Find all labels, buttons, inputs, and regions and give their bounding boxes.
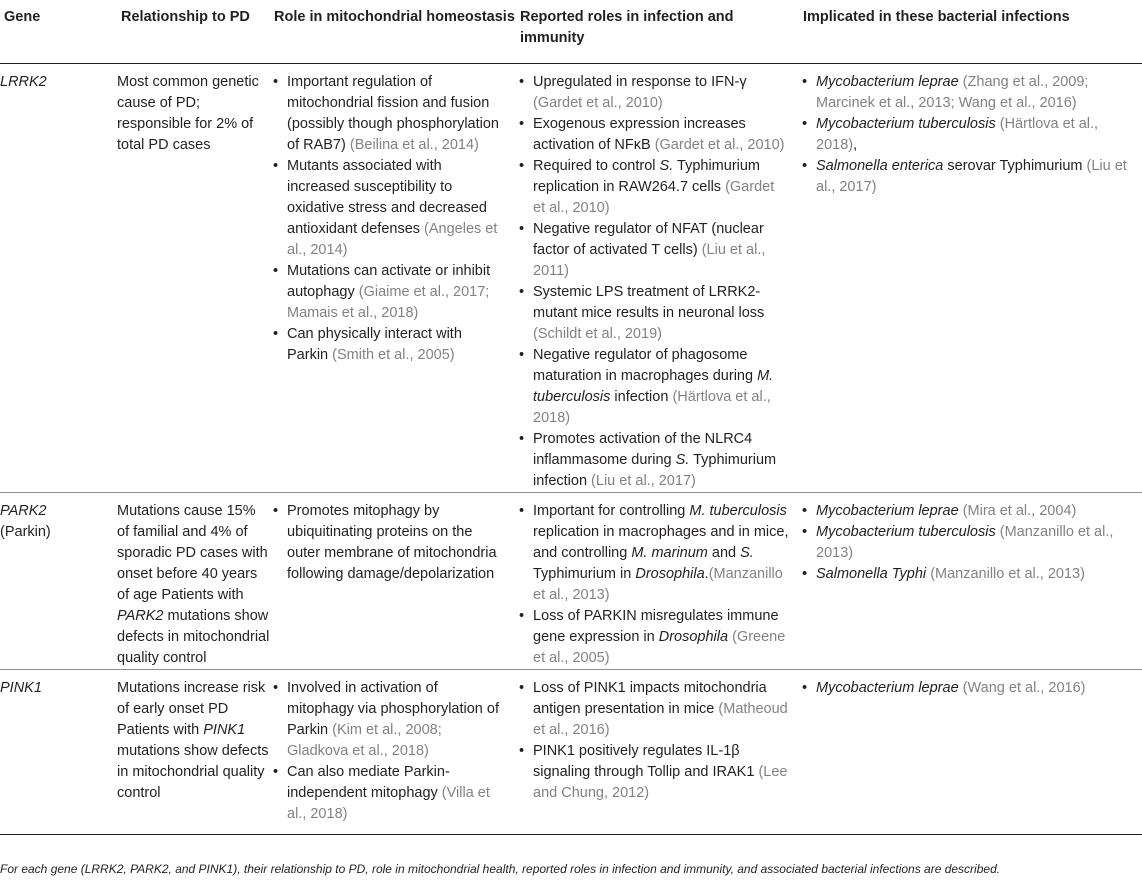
header-infection: Reported roles in infection and immunity <box>516 7 799 64</box>
list-item: • Mycobacterium leprae (Zhang et al., 2009; Marcinek et al., 2013; Wang et al., 2016) <box>799 72 1142 114</box>
table-row <box>0 64 1142 493</box>
list-item: • Negative regulator of phagosome maturation in macrophages during M. tuberculosis infection (Härtlova et al., 2018) <box>516 345 799 429</box>
list-item: • Loss of PARKIN misregulates immune gene expression in Drosophila (Greene et al., 2005) <box>516 606 799 669</box>
list-item: • Mycobacterium tuberculosis (Härtlova et al., 2018), <box>799 114 1142 156</box>
bacteria-cell <box>799 493 1142 670</box>
list-item: • Loss of PINK1 impacts mitochondria antigen presentation in mice (Matheoud et al., 2016) <box>516 678 799 741</box>
bacteria-cell <box>799 64 1142 493</box>
bacteria-cell <box>799 670 1142 835</box>
gene-cell: PARK2 (Parkin) <box>0 493 117 670</box>
list-item: • PINK1 positively regulates IL-1β signaling through Tollip and IRAK1 (Lee and Chung, 2012) <box>516 741 799 804</box>
list-item: • Mutations can activate or inhibit autophagy (Giaime et al., 2017; Mamais et al., 2018) <box>270 261 516 324</box>
role-cell <box>270 64 516 493</box>
infection-cell <box>516 670 799 835</box>
list-item: • Salmonella enterica serovar Typhimurium (Liu et al., 2017) <box>799 156 1142 198</box>
gene-cell: LRRK2 <box>0 64 117 493</box>
list-item: • Can physically interact with Parkin (Smith et al., 2005) <box>270 324 516 366</box>
list-item: • Upregulated in response to IFN-γ (Gardet et al., 2010) <box>516 72 799 114</box>
list-item: • Important regulation of mitochondrial fission and fusion (possibly though phosphorylation of RAB7) (Beilina et al., 2014) <box>270 72 516 156</box>
list-item: • Mutants associated with increased susceptibility to oxidative stress and decreased antioxidant defenses (Angeles et al., 2014) <box>270 156 516 261</box>
gene-cell: PINK1 <box>0 670 117 835</box>
relationship-cell: Mutations cause 15% of familial and 4% of sporadic PD cases with onset before 40 years of age Patients with PARK2 mutations show defects in mitochondrial quality control <box>117 493 270 670</box>
list-item: • Required to control S. Typhimurium replication in RAW264.7 cells (Gardet et al., 2010) <box>516 156 799 219</box>
list-item: • Mycobacterium tuberculosis (Manzanillo et al., 2013) <box>799 522 1142 564</box>
list-item: • Mycobacterium leprae (Wang et al., 2016) <box>799 678 1142 699</box>
table-row <box>0 493 1142 670</box>
list-item: • Involved in activation of mitophagy via phosphorylation of Parkin (Kim et al., 2008; Gladkova et al., 2018) <box>270 678 516 762</box>
header-bacteria: Implicated in these bacterial infections <box>799 7 1142 64</box>
list-item: • Important for controlling M. tuberculosis replication in macrophages and in mice, and controlling M. marinum and S. Typhimurium in Drosophila.(Manzanillo et al., 2013) <box>516 501 799 606</box>
header-gene: Gene <box>0 7 117 64</box>
role-cell <box>270 670 516 835</box>
list-item: • Can also mediate Parkin-independent mitophagy (Villa et al., 2018) <box>270 762 516 825</box>
relationship-cell: Most common genetic cause of PD; responsible for 2% of total PD cases <box>117 64 270 493</box>
list-item: • Promotes mitophagy by ubiquitinating proteins on the outer membrane of mitochondria following damage/depolarization <box>270 501 516 585</box>
list-item: • Salmonella Typhi (Manzanillo et al., 2013) <box>799 564 1142 585</box>
gene-table <box>0 7 1142 835</box>
table-row <box>0 670 1142 835</box>
header-role: Role in mitochondrial homeostasis <box>270 7 516 64</box>
table-footnote: For each gene (LRRK2, PARK2, and PINK1), their relationship to PD, role in mitochondrial health, reported roles in infection and immunity, and associated bacterial infections are described. <box>0 862 1001 876</box>
role-cell <box>270 493 516 670</box>
header-relationship: Relationship to PD <box>117 7 270 64</box>
list-item: • Systemic LPS treatment of LRRK2-mutant mice results in neuronal loss (Schildt et al., 2019) <box>516 282 799 345</box>
relationship-cell: Mutations increase risk of early onset PD Patients with PINK1 mutations show defects in mitochondrial quality control <box>117 670 270 835</box>
header-row <box>0 7 1142 64</box>
list-item: • Promotes activation of the NLRC4 inflammasome during S. Typhimurium infection (Liu et al., 2017) <box>516 429 799 492</box>
list-item: • Negative regulator of NFAT (nuclear factor of activated T cells) (Liu et al., 2011) <box>516 219 799 282</box>
infection-cell <box>516 64 799 493</box>
infection-cell <box>516 493 799 670</box>
list-item: • Exogenous expression increases activation of NFκB (Gardet et al., 2010) <box>516 114 799 156</box>
list-item: • Mycobacterium leprae (Mira et al., 2004) <box>799 501 1142 522</box>
